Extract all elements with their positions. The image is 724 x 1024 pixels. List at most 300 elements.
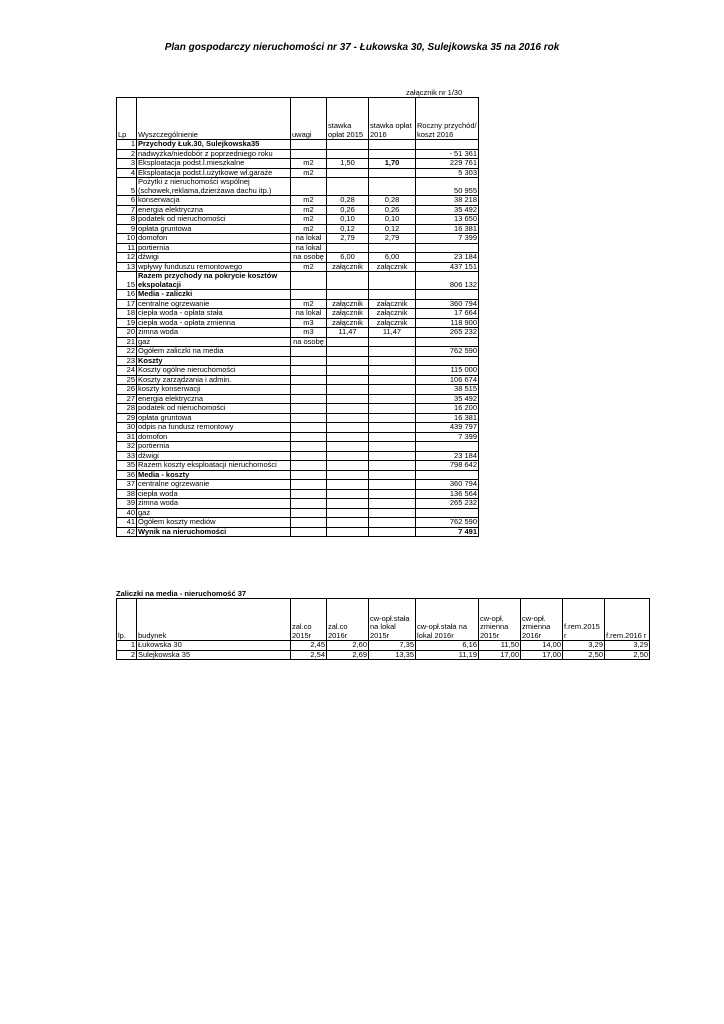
row-rate-2016 — [369, 375, 416, 385]
row-annual-value: 35 492 — [416, 205, 479, 215]
row-number: 4 — [117, 168, 137, 178]
row-rate-2016 — [369, 432, 416, 442]
row-description: zimna woda — [137, 328, 291, 338]
main-plan-table — [116, 97, 479, 537]
table-row — [117, 243, 479, 253]
row-unit — [291, 149, 327, 159]
row-number: 30 — [117, 423, 137, 433]
row-annual-value: 7 491 — [416, 527, 479, 537]
media-header-cell: cw-opł. zmienna 2016r — [521, 599, 563, 641]
table-row — [117, 375, 479, 385]
row-unit — [291, 385, 327, 395]
row-annual-value: 437 151 — [416, 262, 479, 272]
header-rate-2015: stawka opłat 2015 — [327, 98, 369, 140]
row-number: 20 — [117, 328, 137, 338]
row-unit — [291, 489, 327, 499]
row-rate-2015 — [327, 337, 369, 347]
row-rate-2015 — [327, 178, 369, 196]
header-notes: uwagi — [291, 98, 327, 140]
row-description: Media - zaliczki — [137, 290, 291, 300]
row-number: 35 — [117, 461, 137, 471]
row-rate-2015 — [327, 272, 369, 290]
row-description: energia elektryczna — [137, 205, 291, 215]
row-number: 19 — [117, 318, 137, 328]
row-unit: m2 — [291, 215, 327, 225]
row-description: nadwyżka/niedobór z poprzedniego roku — [137, 149, 291, 159]
row-description: energia elektryczna — [137, 394, 291, 404]
row-annual-value: 16 381 — [416, 413, 479, 423]
media-value-cell: 2,54 — [291, 650, 327, 660]
row-rate-2016: 0,26 — [369, 205, 416, 215]
row-unit — [291, 527, 327, 537]
row-rate-2016: 1,70 — [369, 159, 416, 169]
row-rate-2016 — [369, 480, 416, 490]
table-row — [117, 290, 479, 300]
row-unit: m3 — [291, 328, 327, 338]
row-rate-2015 — [327, 508, 369, 518]
row-annual-value: 360 794 — [416, 299, 479, 309]
row-rate-2015: 0,26 — [327, 205, 369, 215]
row-annual-value — [416, 140, 479, 150]
table-row — [117, 309, 479, 319]
header-lp: Lp — [117, 98, 137, 140]
row-rate-2015: 0,10 — [327, 215, 369, 225]
row-number: 29 — [117, 413, 137, 423]
row-description: wpływy funduszu remontowego — [137, 262, 291, 272]
row-rate-2016 — [369, 461, 416, 471]
row-number: 27 — [117, 394, 137, 404]
table-row — [117, 149, 479, 159]
media-header-cell: budynek — [137, 599, 291, 641]
row-rate-2015 — [327, 243, 369, 253]
media-value-cell: 2,60 — [327, 641, 369, 651]
row-description: koszty konserwacji — [137, 385, 291, 395]
row-rate-2015 — [327, 140, 369, 150]
row-rate-2016: 2,79 — [369, 234, 416, 244]
row-unit — [291, 272, 327, 290]
row-number: 5 — [117, 178, 137, 196]
row-rate-2016: 0,28 — [369, 196, 416, 206]
table-row — [117, 328, 479, 338]
row-annual-value: 229 761 — [416, 159, 479, 169]
row-rate-2015 — [327, 385, 369, 395]
row-annual-value — [416, 356, 479, 366]
row-annual-value: 7 399 — [416, 234, 479, 244]
row-number: 16 — [117, 290, 137, 300]
row-rate-2016 — [369, 423, 416, 433]
row-number: 2 — [117, 149, 137, 159]
row-annual-value — [416, 337, 479, 347]
row-number: 41 — [117, 518, 137, 528]
row-description: ciepła woda - opłata stała — [137, 309, 291, 319]
table-row — [117, 272, 479, 290]
row-unit: na osobę — [291, 337, 327, 347]
row-rate-2016 — [369, 499, 416, 509]
row-unit — [291, 394, 327, 404]
row-number: 1 — [117, 140, 137, 150]
header-name: Wyszczególnienie — [137, 98, 291, 140]
row-number: 15 — [117, 272, 137, 290]
row-unit — [291, 413, 327, 423]
media-value-cell: 2,69 — [327, 650, 369, 660]
table-row — [117, 461, 479, 471]
row-number: 22 — [117, 347, 137, 357]
media-value-cell: 3,29 — [605, 641, 650, 651]
table-row — [117, 262, 479, 272]
row-unit — [291, 442, 327, 452]
row-number: 32 — [117, 442, 137, 452]
row-description: Przychody Łuk.30, Sulejkowska35 — [137, 140, 291, 150]
row-rate-2016 — [369, 168, 416, 178]
row-annual-value: 16 200 — [416, 404, 479, 414]
table-row — [117, 499, 479, 509]
row-unit — [291, 470, 327, 480]
row-annual-value: 136 564 — [416, 489, 479, 499]
row-description: opłata gruntowa — [137, 224, 291, 234]
row-description: dźwigi — [137, 451, 291, 461]
media-value-cell: 2,50 — [563, 650, 605, 660]
row-rate-2015 — [327, 432, 369, 442]
row-rate-2016 — [369, 356, 416, 366]
media-advance-table — [116, 598, 650, 660]
row-annual-value: 7 399 — [416, 432, 479, 442]
row-rate-2015 — [327, 366, 369, 376]
row-rate-2016: 11,47 — [369, 328, 416, 338]
media-value-cell: 6,16 — [416, 641, 479, 651]
row-description: Media - koszty — [137, 470, 291, 480]
media-header-cell: cw-opł.stała na lokal 2016r — [416, 599, 479, 641]
row-rate-2016 — [369, 413, 416, 423]
row-rate-2015 — [327, 404, 369, 414]
table-row — [117, 253, 479, 263]
row-rate-2016 — [369, 442, 416, 452]
row-number: 17 — [117, 299, 137, 309]
row-annual-value: - 51 361 — [416, 149, 479, 159]
row-unit — [291, 451, 327, 461]
table-row — [117, 356, 479, 366]
row-rate-2016: 6,00 — [369, 253, 416, 263]
media-table-body — [117, 641, 650, 660]
row-description: odpis na fundusz remontowy — [137, 423, 291, 433]
table-row — [117, 423, 479, 433]
table-row — [117, 480, 479, 490]
row-unit — [291, 480, 327, 490]
row-description: domofon — [137, 234, 291, 244]
row-number: 6 — [117, 196, 137, 206]
table-row — [117, 394, 479, 404]
row-rate-2015 — [327, 290, 369, 300]
media-building-name: Łukowska 30 — [137, 641, 291, 651]
media-value-cell: 2,45 — [291, 641, 327, 651]
table-row — [117, 641, 650, 651]
row-unit: m2 — [291, 299, 327, 309]
row-description: podatek od nieruchomości — [137, 404, 291, 414]
row-number: 13 — [117, 262, 137, 272]
row-rate-2016 — [369, 451, 416, 461]
row-description: Koszty zarządzania i admin. — [137, 375, 291, 385]
row-description: Eksploatacja podst.l.mieszkalne — [137, 159, 291, 169]
row-annual-value: 762 590 — [416, 347, 479, 357]
row-number: 21 — [117, 337, 137, 347]
row-description: portiernia — [137, 442, 291, 452]
row-rate-2015 — [327, 423, 369, 433]
row-annual-value — [416, 290, 479, 300]
row-unit — [291, 140, 327, 150]
table-row — [117, 337, 479, 347]
row-rate-2015 — [327, 375, 369, 385]
row-annual-value — [416, 508, 479, 518]
row-description: Koszty — [137, 356, 291, 366]
row-number: 24 — [117, 366, 137, 376]
row-rate-2016 — [369, 243, 416, 253]
table-row — [117, 196, 479, 206]
media-value-cell: 13,35 — [369, 650, 416, 660]
row-description: centralne ogrzewanie — [137, 480, 291, 490]
row-number: 28 — [117, 404, 137, 414]
row-description: Ogółem koszty mediów — [137, 518, 291, 528]
row-rate-2015 — [327, 347, 369, 357]
row-annual-value: 115 000 — [416, 366, 479, 376]
table-row — [117, 432, 479, 442]
row-rate-2016: 0,10 — [369, 215, 416, 225]
row-rate-2015 — [327, 168, 369, 178]
row-unit — [291, 423, 327, 433]
row-rate-2016 — [369, 385, 416, 395]
row-rate-2016 — [369, 404, 416, 414]
row-unit: m2 — [291, 168, 327, 178]
row-rate-2016: 0,12 — [369, 224, 416, 234]
row-number: 7 — [117, 205, 137, 215]
row-number: 31 — [117, 432, 137, 442]
main-table-header — [117, 98, 479, 140]
row-number: 38 — [117, 489, 137, 499]
row-description: gaz — [137, 508, 291, 518]
row-annual-value: 38 515 — [416, 385, 479, 395]
row-rate-2015 — [327, 470, 369, 480]
row-rate-2015: 2,79 — [327, 234, 369, 244]
attachment-label: załącznik nr 1/30 — [406, 88, 463, 97]
row-annual-value: 118 900 — [416, 318, 479, 328]
media-table-header — [117, 599, 650, 641]
row-unit — [291, 499, 327, 509]
row-unit: na lokal — [291, 234, 327, 244]
row-description: Pożytki z nieruchomości wspólnej (schowek,reklama,dzierżawa dachu itp.) — [137, 178, 291, 196]
row-unit: m3 — [291, 318, 327, 328]
row-annual-value — [416, 442, 479, 452]
media-header-cell: f.rem.2015 r — [563, 599, 605, 641]
row-description: domofon — [137, 432, 291, 442]
row-rate-2015 — [327, 356, 369, 366]
row-rate-2015 — [327, 499, 369, 509]
row-number: 25 — [117, 375, 137, 385]
row-rate-2015 — [327, 527, 369, 537]
table-row — [117, 404, 479, 414]
row-unit — [291, 178, 327, 196]
row-annual-value: 16 381 — [416, 224, 479, 234]
media-header-cell: cw-opł.stała na lokal 2015r — [369, 599, 416, 641]
table-row — [117, 470, 479, 480]
row-description: dźwigi — [137, 253, 291, 263]
row-rate-2015 — [327, 451, 369, 461]
row-rate-2016: załącznik — [369, 309, 416, 319]
row-unit: na lokal — [291, 309, 327, 319]
row-rate-2016 — [369, 178, 416, 196]
row-rate-2016 — [369, 149, 416, 159]
media-header-cell: f.rem.2016 r — [605, 599, 650, 641]
row-annual-value: 13 650 — [416, 215, 479, 225]
row-unit: m2 — [291, 224, 327, 234]
row-rate-2015 — [327, 461, 369, 471]
table-row — [117, 527, 479, 537]
row-rate-2015 — [327, 394, 369, 404]
row-annual-value: 50 955 — [416, 178, 479, 196]
row-annual-value: 5 303 — [416, 168, 479, 178]
row-unit: m2 — [291, 205, 327, 215]
table-row — [117, 178, 479, 196]
row-description: Eksploatacja podst.l.użytkowe wł.garaże — [137, 168, 291, 178]
row-rate-2015: 1,50 — [327, 159, 369, 169]
row-rate-2016 — [369, 518, 416, 528]
row-rate-2016 — [369, 140, 416, 150]
row-description: opłata gruntowa — [137, 413, 291, 423]
row-rate-2015: załącznik — [327, 299, 369, 309]
row-unit — [291, 366, 327, 376]
row-rate-2016: załącznik — [369, 262, 416, 272]
row-description: Koszty ogólne nieruchomości — [137, 366, 291, 376]
row-annual-value: 439 797 — [416, 423, 479, 433]
media-header-cell: zal.co 2016r — [327, 599, 369, 641]
row-number: 11 — [117, 243, 137, 253]
table-row — [117, 224, 479, 234]
media-value-cell: 11,19 — [416, 650, 479, 660]
row-description: zimna woda — [137, 499, 291, 509]
row-rate-2015: załącznik — [327, 318, 369, 328]
row-unit — [291, 404, 327, 414]
row-rate-2016 — [369, 347, 416, 357]
table-row — [117, 508, 479, 518]
row-annual-value: 23 184 — [416, 451, 479, 461]
row-unit — [291, 356, 327, 366]
row-rate-2016 — [369, 272, 416, 290]
row-description: Razem koszty eksploatacji nieruchomości — [137, 461, 291, 471]
row-description: konserwacja — [137, 196, 291, 206]
row-rate-2016: załącznik — [369, 318, 416, 328]
header-rate-2016: stawka opłat 2016 — [369, 98, 416, 140]
row-number: 36 — [117, 470, 137, 480]
row-unit — [291, 290, 327, 300]
media-value-cell: 7,35 — [369, 641, 416, 651]
media-header-cell: lp. — [117, 599, 137, 641]
table-row — [117, 318, 479, 328]
media-header-cell: cw-opł. zmienna 2015r — [479, 599, 521, 641]
row-rate-2015 — [327, 480, 369, 490]
row-unit — [291, 432, 327, 442]
media-header-cell: zal.co 2015r — [291, 599, 327, 641]
media-value-cell: 11,50 — [479, 641, 521, 651]
row-annual-value: 265 232 — [416, 499, 479, 509]
table-row — [117, 489, 479, 499]
row-rate-2015: 6,00 — [327, 253, 369, 263]
row-number: 40 — [117, 508, 137, 518]
row-number: 26 — [117, 385, 137, 395]
row-rate-2016 — [369, 489, 416, 499]
table-row — [117, 299, 479, 309]
row-unit: m2 — [291, 159, 327, 169]
row-number: 12 — [117, 253, 137, 263]
row-annual-value — [416, 470, 479, 480]
row-description: portiernia — [137, 243, 291, 253]
row-annual-value: 23 184 — [416, 253, 479, 263]
table-row — [117, 140, 479, 150]
row-description: ciepła woda - opłata zmienna — [137, 318, 291, 328]
row-description: centralne ogrzewanie — [137, 299, 291, 309]
row-rate-2016 — [369, 508, 416, 518]
row-unit — [291, 347, 327, 357]
row-unit — [291, 375, 327, 385]
media-value-cell: 1 — [117, 641, 137, 651]
row-unit — [291, 461, 327, 471]
row-unit: na lokal — [291, 243, 327, 253]
row-rate-2015 — [327, 149, 369, 159]
row-number: 42 — [117, 527, 137, 537]
row-rate-2016 — [369, 527, 416, 537]
row-number: 8 — [117, 215, 137, 225]
row-description: Ogółem zaliczki na media — [137, 347, 291, 357]
row-unit: m2 — [291, 196, 327, 206]
row-description: gaz — [137, 337, 291, 347]
row-rate-2016 — [369, 470, 416, 480]
table-row — [117, 385, 479, 395]
row-rate-2016: załącznik — [369, 299, 416, 309]
row-annual-value: 17 664 — [416, 309, 479, 319]
row-annual-value: 762 590 — [416, 518, 479, 528]
row-rate-2015 — [327, 489, 369, 499]
row-annual-value — [416, 243, 479, 253]
row-unit — [291, 508, 327, 518]
row-number: 18 — [117, 309, 137, 319]
row-number: 10 — [117, 234, 137, 244]
media-value-cell: 17,00 — [521, 650, 563, 660]
row-unit: m2 — [291, 262, 327, 272]
row-number: 9 — [117, 224, 137, 234]
row-rate-2015: załącznik — [327, 309, 369, 319]
media-value-cell: 17,00 — [479, 650, 521, 660]
media-value-cell: 14,00 — [521, 641, 563, 651]
row-annual-value: 106 674 — [416, 375, 479, 385]
row-number: 23 — [117, 356, 137, 366]
row-number: 33 — [117, 451, 137, 461]
row-rate-2015: 11,47 — [327, 328, 369, 338]
row-rate-2015: załącznik — [327, 262, 369, 272]
row-unit: na osobę — [291, 253, 327, 263]
row-number: 3 — [117, 159, 137, 169]
table-row — [117, 366, 479, 376]
row-rate-2015 — [327, 442, 369, 452]
row-unit — [291, 518, 327, 528]
row-annual-value: 38 218 — [416, 196, 479, 206]
header-annual: Roczny przychód/ koszt 2016 — [416, 98, 479, 140]
row-rate-2016 — [369, 290, 416, 300]
row-annual-value: 265 232 — [416, 328, 479, 338]
media-value-cell: 3,29 — [563, 641, 605, 651]
table-row — [117, 234, 479, 244]
table-row — [117, 205, 479, 215]
row-number: 37 — [117, 480, 137, 490]
row-annual-value: 35 492 — [416, 394, 479, 404]
table-row — [117, 347, 479, 357]
row-annual-value: 360 794 — [416, 480, 479, 490]
row-annual-value: 798 642 — [416, 461, 479, 471]
